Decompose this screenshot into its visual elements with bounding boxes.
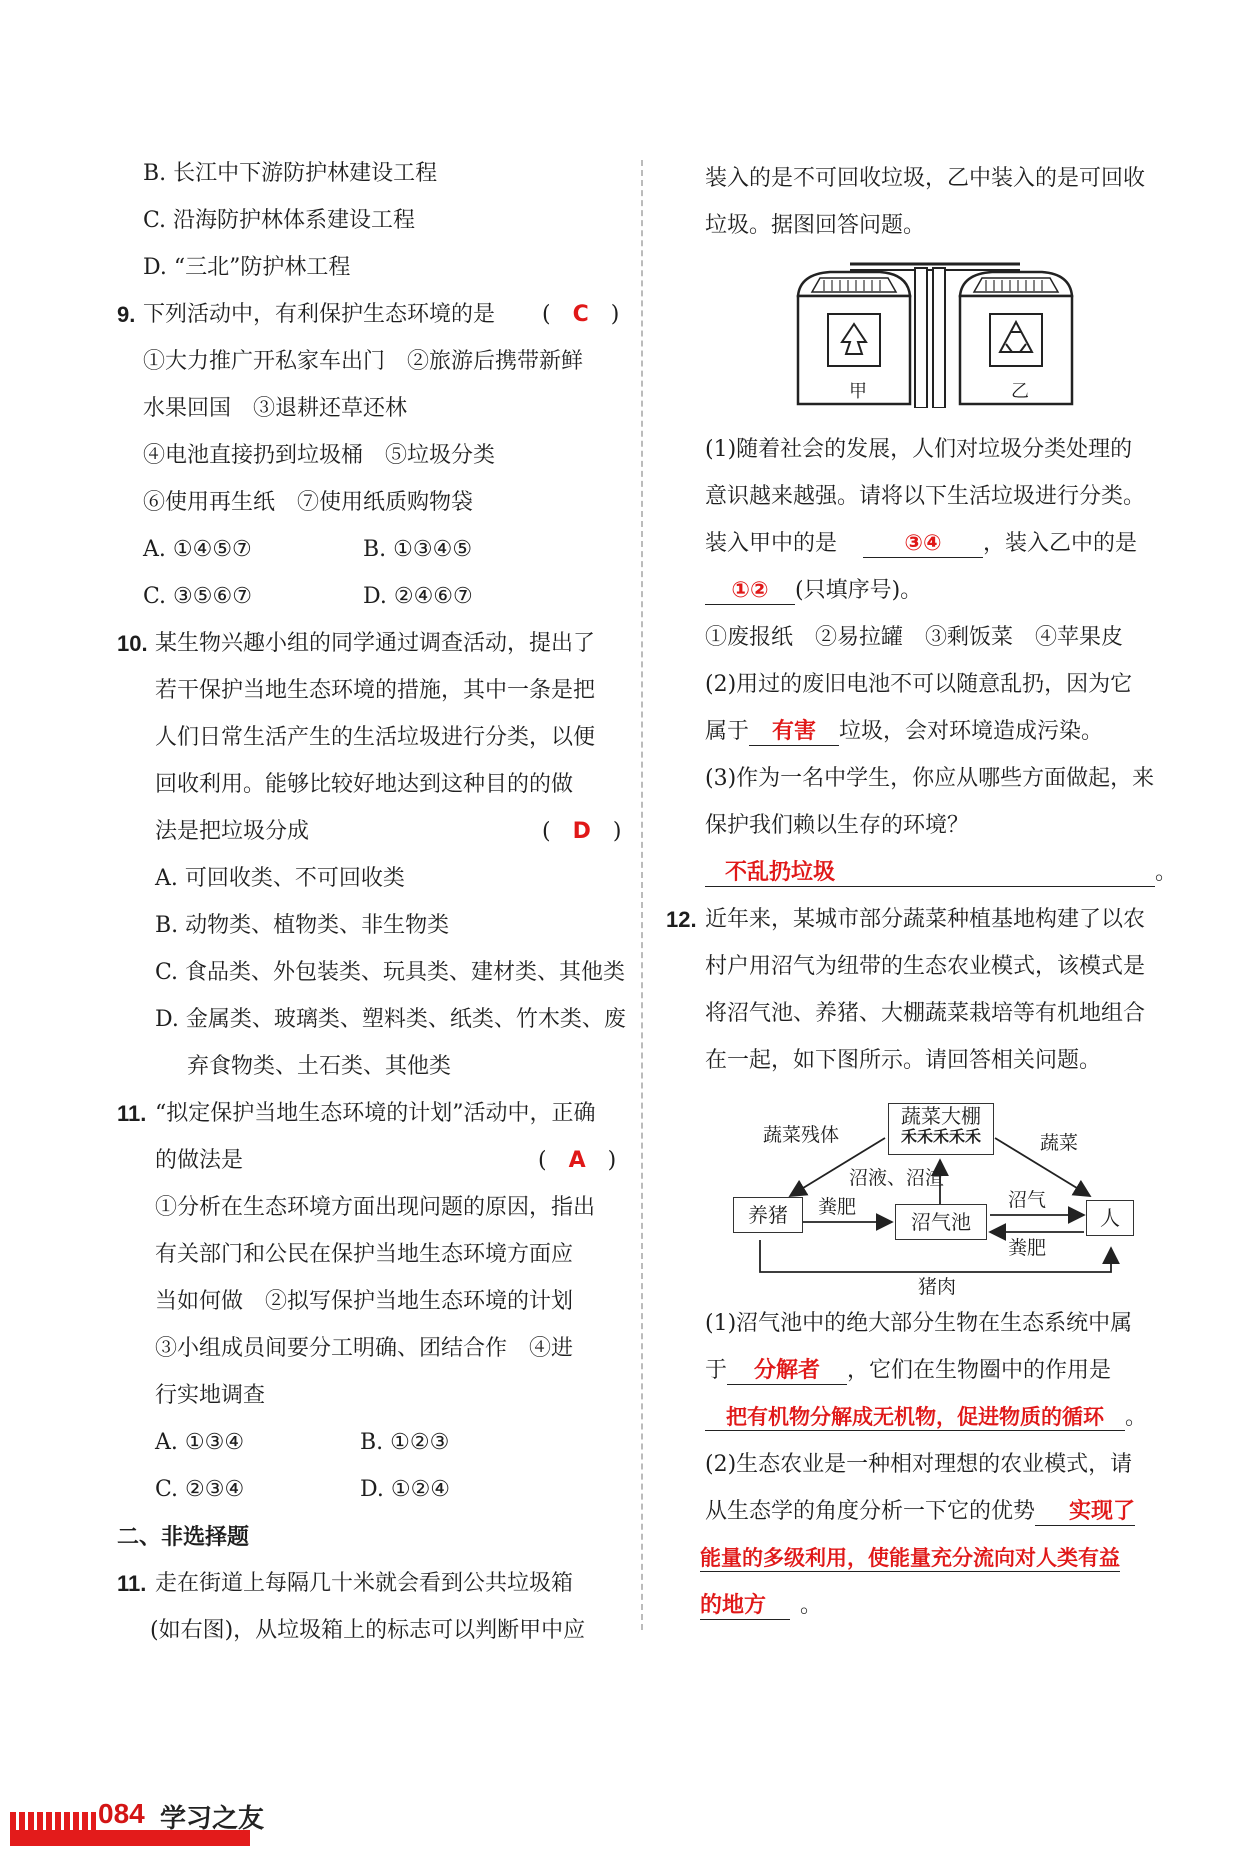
q12-p2-fill-line — [705, 1498, 1135, 1526]
q8-option-b: B. 长江中下游防护林建设工程 — [143, 161, 438, 186]
q12-line-1: 近年来，某城市部分蔬菜种植基地构建了以农 — [705, 907, 1146, 932]
p3-fill-line — [705, 859, 1177, 887]
q10-line-2: 若干保护当地生态环境的措施，其中一条是把 — [155, 678, 596, 703]
label-pork: 猪肉 — [918, 1276, 957, 1298]
q12-p2-fill-line-2 — [700, 1545, 1120, 1573]
label-slurry: 沼液、沼渣 — [849, 1167, 945, 1189]
footer-stripe — [10, 1812, 96, 1832]
node-biogas: 沼气池 — [895, 1204, 987, 1240]
p2-fill-line — [705, 718, 1103, 746]
p3-line-1: (3)作为一名中学生，你应从哪些方面做起，来 — [705, 766, 1155, 791]
q10-option-b: B. 动物类、植物类、非生物类 — [155, 913, 450, 938]
q12-p1-line: (1)沼气池中的绝大部分生物在生态系统中属 — [705, 1311, 1133, 1336]
p3-answer: 不乱扔垃圾 — [705, 860, 1155, 887]
q11-option-a: A. ①③④ — [155, 1430, 245, 1455]
q12-p1-answer-1: 分解者 — [727, 1358, 847, 1385]
column-divider — [641, 160, 643, 1630]
q11-option-d: D. ①②④ — [360, 1477, 451, 1502]
q12-line-2: 村户用沼气为纽带的生态农业模式，该模式是 — [705, 954, 1146, 979]
trash-bins-illustration — [790, 258, 1080, 408]
q9-line-3: ④电池直接扔到垃圾桶 ⑤垃圾分类 — [143, 443, 496, 468]
q10-number: 10. — [117, 631, 148, 656]
q10-line-1: 某生物兴趣小组的同学通过调查活动，提出了 — [155, 631, 596, 656]
p1-fill-prefix: 装入甲中的是 — [705, 531, 838, 556]
p1-answer-2: ①② — [705, 578, 795, 605]
q12-p1-answer-2: 把有机物分解成无机物，促进物质的循环 — [705, 1404, 1125, 1431]
q9-answer: C — [572, 302, 589, 327]
q9-option-c: C. ③⑤⑥⑦ — [143, 584, 252, 609]
node-greenhouse — [888, 1103, 994, 1155]
p2-suffix: 垃圾，会对环境造成污染。 — [839, 719, 1104, 744]
label-manure-1: 粪肥 — [818, 1196, 857, 1218]
q9-option-a: A. ①④⑤⑦ — [143, 537, 252, 562]
q11b-number: 11. — [117, 1571, 147, 1596]
q9-stem: 下列活动中，有利保护生态环境的是 — [143, 302, 496, 327]
p1-fill-line — [705, 530, 1137, 558]
q9-number: 9. — [117, 302, 136, 327]
footer-title: 学习之友 — [160, 1804, 265, 1834]
q10-option-c: C. 食品类、外包装类、玩具类、建材类、其他类 — [155, 960, 626, 985]
q11-body-5: 行实地调查 — [155, 1383, 266, 1408]
p3-line-2: 保护我们赖以生存的环境？ — [705, 813, 970, 838]
q11-answer: A — [568, 1148, 586, 1173]
p3-end: 。 — [1155, 860, 1178, 885]
q10-answer-paren: ( D ) — [542, 819, 622, 844]
p2-prefix: 属于 — [705, 719, 750, 744]
bin-left-label: 甲 — [849, 381, 867, 402]
bin-right-label: 乙 — [1011, 381, 1029, 402]
q12-p1-fill-line — [705, 1357, 1111, 1385]
greenhouse-plants-icon: 禾禾禾禾禾 — [900, 1127, 981, 1146]
q9-answer-paren: ( C ) — [542, 302, 620, 327]
q12-p1-fill-line-2 — [705, 1404, 1147, 1432]
q9-line-2: 水果回国 ③退耕还草还林 — [143, 396, 408, 421]
q11b-line-2: (如右图)，从垃圾箱上的标志可以判断甲中应 — [150, 1618, 586, 1643]
q12-p1-end: 。 — [1125, 1405, 1148, 1430]
q11-line-1: “拟定保护当地生态环境的计划”活动中，正确 — [155, 1101, 596, 1126]
node-pig: 养猪 — [733, 1197, 803, 1233]
q12-number: 12. — [666, 907, 697, 932]
q9-option-b: B. ①③④⑤ — [363, 537, 473, 562]
p2-answer: 有害 — [749, 719, 839, 746]
q9-line-1: ①大力推广开私家车出门 ②旅游后携带新鲜 — [143, 349, 584, 374]
q10-option-a: A. 可回收类、不可回收类 — [155, 866, 405, 891]
q11-body-3: 当如何做 ②拟写保护当地生态环境的计划 — [155, 1289, 574, 1314]
q12-p2-line: (2)生态农业是一种相对理想的农业模式，请 — [705, 1452, 1133, 1477]
q11-answer-paren: ( A ) — [538, 1148, 617, 1173]
intro-line-1: 装入的是不可回收垃圾，乙中装入的是可回收 — [705, 166, 1146, 191]
q12-line-4: 在一起，如下图所示。请回答相关问题。 — [705, 1048, 1102, 1073]
q11-option-c: C. ②③④ — [155, 1477, 245, 1502]
p1-fill-suffix: (只填序号)。 — [795, 578, 923, 603]
q9-line-4: ⑥使用再生纸 ⑦使用纸质购物袋 — [143, 490, 474, 515]
q10-option-d: D. 金属类、玻璃类、塑料类、纸类、竹木类、废 — [155, 1007, 626, 1032]
q8-option-c: C. 沿海防护林体系建设工程 — [143, 208, 416, 233]
q11-option-b: B. ①②③ — [360, 1430, 450, 1455]
q11-line-2: 的做法是 — [155, 1148, 244, 1173]
label-manure-2: 粪肥 — [1008, 1237, 1047, 1259]
q12-p2-end: 。 — [800, 1593, 823, 1618]
label-veg-residue: 蔬菜残体 — [763, 1124, 840, 1146]
p1-line-1: (1)随着社会的发展，人们对垃圾分类处理的 — [705, 437, 1133, 462]
p1-fill-mid: ，装入乙中的是 — [983, 531, 1138, 556]
intro-line-2: 垃圾。据图回答问题。 — [705, 213, 926, 238]
q12-line-3: 将沼气池、养猪、大棚蔬菜栽培等有机地组合 — [705, 1001, 1146, 1026]
q12-p2-answer-a: 实现了 — [1035, 1499, 1135, 1526]
q12-p2-fill-line-3 — [700, 1592, 822, 1620]
q12-p2-answer-b: 能量的多级利用，使能量充分流向对人类有益 — [700, 1546, 1120, 1570]
p1-answer-1: ③④ — [863, 531, 983, 558]
q11-body-2: 有关部门和公民在保护当地生态环境方面应 — [155, 1242, 574, 1267]
q11-body-4: ③小组成员间要分工明确、团结合作 ④进 — [155, 1336, 574, 1361]
page-number: 084 — [98, 1798, 145, 1829]
q12-p1-prefix: 于 — [705, 1358, 728, 1383]
label-vegetables: 蔬菜 — [1040, 1132, 1079, 1154]
node-human: 人 — [1086, 1200, 1134, 1236]
q8-option-d: D. “三北”防护林工程 — [143, 255, 351, 280]
p2-line-1: (2)用过的废旧电池不可以随意乱扔，因为它 — [705, 672, 1133, 697]
q11-number: 11. — [117, 1101, 147, 1126]
section-heading: 二、非选择题 — [117, 1524, 250, 1549]
q11-body-1: ①分析在生态环境方面出现问题的原因，指出 — [155, 1195, 596, 1220]
q10-option-d-cont: 弃食物类、土石类、其他类 — [187, 1054, 452, 1079]
q10-answer: D — [572, 819, 591, 844]
q11b-line-1: 走在街道上每隔几十米就会看到公共垃圾箱 — [155, 1571, 574, 1596]
label-biogas-gas: 沼气 — [1008, 1189, 1047, 1211]
q12-p2-answer-c: 的地方 — [700, 1593, 790, 1620]
p1-items: ①废报纸 ②易拉罐 ③剩饭菜 ④苹果皮 — [705, 625, 1124, 650]
node-greenhouse-label: 蔬菜大棚 — [901, 1104, 981, 1128]
q10-line-3: 人们日常生活产生的生活垃圾进行分类，以便 — [155, 725, 596, 750]
q12-p1-mid: ，它们在生物圈中的作用是 — [847, 1358, 1112, 1383]
p1-line-2: 意识越来越强。请将以下生活垃圾进行分类。 — [705, 484, 1146, 509]
q12-p2-prefix: 从生态学的角度分析一下它的优势 — [705, 1499, 1036, 1524]
p1-fill-line-2 — [705, 577, 922, 605]
q10-line-4: 回收利用。能够比较好地达到这种目的的做 — [155, 772, 574, 797]
q9-option-d: D. ②④⑥⑦ — [363, 584, 473, 609]
q10-line-5: 法是把垃圾分成 — [155, 819, 310, 844]
